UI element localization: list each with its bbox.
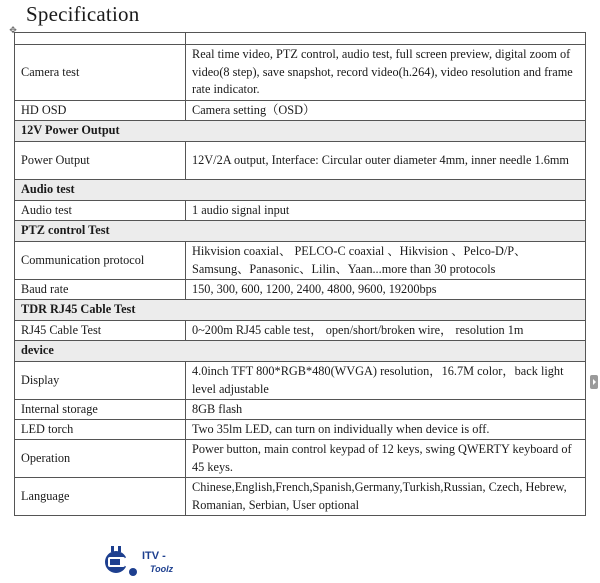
spec-value: 4.0inch TFT 800*RGB*480(WVGA) resolution，16.7M color，back light level adjustable	[186, 362, 586, 400]
spec-value: 0~200m RJ45 cable test， open/short/broken wire， resolution 1m	[186, 321, 586, 341]
spec-value: 1 audio signal input	[186, 201, 586, 221]
section-header: 12V Power Output	[15, 121, 586, 142]
spec-value: Hikvision coaxial、 PELCO-C coaxial 、Hikvision 、Pelco-D/P、 Samsung、Panasonic、Lilin、Yaan...more than 30 protocols	[186, 242, 586, 280]
spec-label: Power Output	[15, 142, 186, 180]
watermark-line1: ITV -	[142, 550, 166, 562]
section-header: PTZ control Test	[15, 221, 586, 242]
spec-label: Operation	[15, 440, 186, 478]
section-header: Audio test	[15, 180, 586, 201]
spec-value: 12V/2A output, Interface: Circular outer diameter 4mm, inner needle 1.6mm	[186, 142, 586, 180]
table-row	[15, 362, 586, 400]
spec-value: 8GB flash	[186, 400, 586, 420]
watermark-line2: Toolz	[150, 564, 174, 574]
table-row	[15, 420, 586, 440]
table-row	[15, 440, 586, 478]
section-header-row	[15, 300, 586, 321]
table-row	[15, 101, 586, 121]
spec-value: Power button, main control keypad of 12 keys, swing QWERTY keyboard of 45 keys.	[186, 440, 586, 478]
spec-label: Communication protocol	[15, 242, 186, 280]
table-row	[15, 242, 586, 280]
spec-label: RJ45 Cable Test	[15, 321, 186, 341]
page-title: Specification	[26, 2, 140, 26]
spec-value: Chinese,English,French,Spanish,Germany,Turkish,Russian, Czech, Hebrew, Romanian, Serbian, User optional	[186, 478, 586, 516]
scroll-arrow-icon[interactable]	[590, 375, 598, 389]
section-header-row	[15, 121, 586, 142]
itv-toolz-logo	[102, 543, 182, 579]
spec-label: Baud rate	[15, 280, 186, 300]
section-header-row	[15, 341, 586, 362]
camera-logo-icon	[105, 546, 137, 576]
spec-value: 150, 300, 600, 1200, 2400, 4800, 9600, 19200bps	[186, 280, 586, 300]
table-row	[15, 142, 586, 180]
blank-cell	[15, 33, 186, 45]
spec-label: Internal storage	[15, 400, 186, 420]
spec-label: Display	[15, 362, 186, 400]
table-row	[15, 321, 586, 341]
section-header: device	[15, 341, 586, 362]
spec-label: Camera test	[15, 45, 186, 101]
table-row	[15, 201, 586, 221]
spec-label: HD OSD	[15, 101, 186, 121]
spec-value: Two 35lm LED, can turn on individually when device is off.	[186, 420, 586, 440]
spec-label: LED torch	[15, 420, 186, 440]
table-move-handle-icon[interactable]: ✥	[9, 26, 17, 36]
section-header: TDR RJ45 Cable Test	[15, 300, 586, 321]
spec-value: Camera setting（OSD）	[186, 101, 586, 121]
blank-cell	[186, 33, 586, 45]
table-row	[15, 280, 586, 300]
spec-label: Language	[15, 478, 186, 516]
specification-table	[14, 32, 586, 516]
spec-label: Audio test	[15, 201, 186, 221]
section-header-row	[15, 180, 586, 201]
table-header-blank-row	[15, 33, 586, 45]
section-header-row	[15, 221, 586, 242]
table-row	[15, 400, 586, 420]
table-row	[15, 45, 586, 101]
table-row	[15, 478, 586, 516]
spec-value: Real time video, PTZ control, audio test, full screen preview, digital zoom of video(8 step), save snapshot, record video(h.264), video resolution and frame rate indicator.	[186, 45, 586, 101]
